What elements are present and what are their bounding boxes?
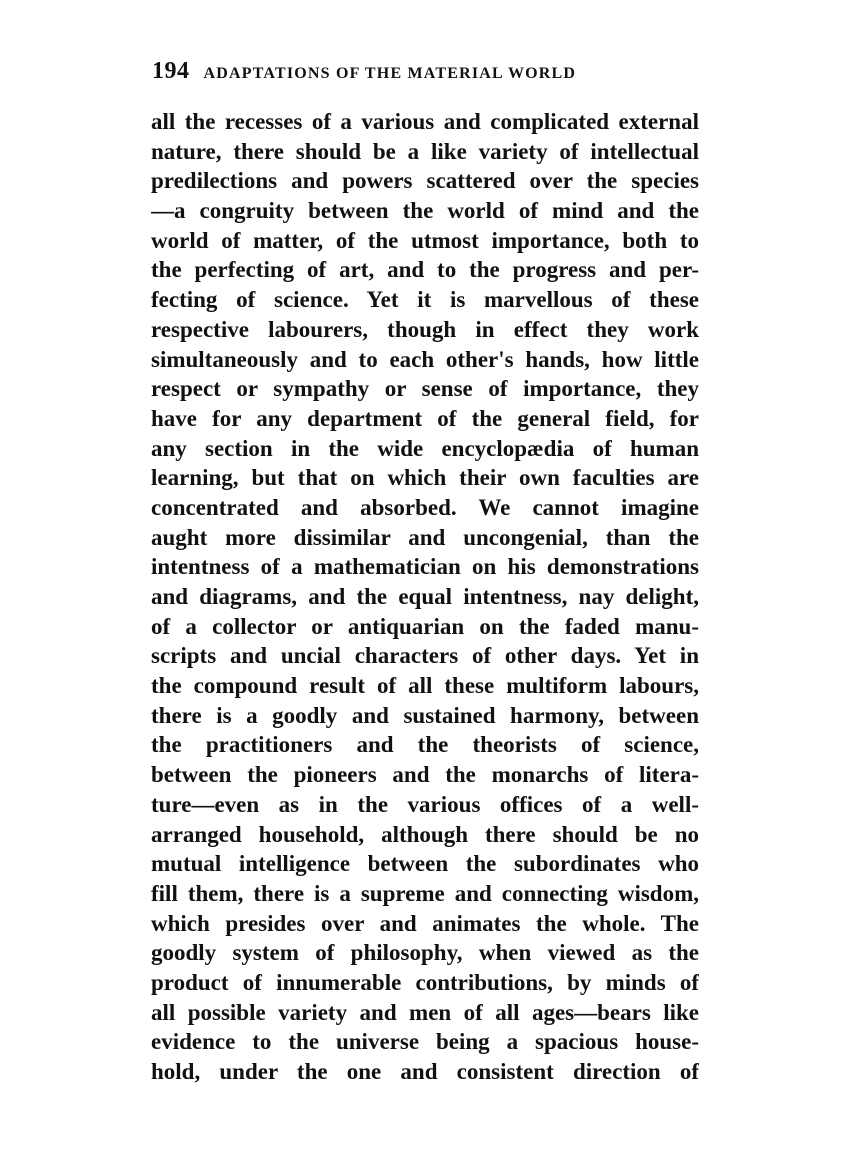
- text-line: ture—even as in the various offices of a well-: [151, 791, 699, 817]
- text-line: —a congruity between the world of mind and the: [151, 198, 699, 224]
- text-line: arranged household, although there should be no: [151, 821, 699, 847]
- text-line: of a collector or antiquarian on the faded manu-: [151, 613, 699, 639]
- text-line: concentrated and absorbed. We cannot imagine: [151, 494, 699, 520]
- text-line: the compound result of all these multiform labours,: [151, 673, 699, 699]
- text-line: world of matter, of the utmost importance, both to: [151, 227, 699, 253]
- text-line: the practitioners and the theorists of science,: [151, 732, 699, 758]
- text-line: scripts and uncial characters of other days. Yet in: [151, 643, 699, 669]
- text-line: have for any department of the general field, for: [151, 405, 699, 431]
- text-line: goodly system of philosophy, when viewed as the: [151, 940, 699, 966]
- running-header: [152, 58, 712, 90]
- text-line: all possible variety and men of all ages—bears like: [151, 999, 699, 1025]
- text-line: and diagrams, and the equal intentness, nay delight,: [151, 584, 699, 609]
- text-line: simultaneously and to each other's hands, how little: [151, 346, 699, 372]
- text-line: evidence to the universe being a spacious house-: [151, 1029, 699, 1055]
- text-line: there is a goodly and sustained harmony, between: [151, 702, 699, 728]
- text-line: nature, there should be a like variety of intellectual: [151, 138, 699, 164]
- text-line: learning, but that on which their own faculties are: [151, 465, 699, 491]
- text-line: respect or sympathy or sense of importance, they: [151, 376, 699, 402]
- text-line: product of innumerable contributions, by minds of: [151, 969, 699, 995]
- text-line: any section in the wide encyclopædia of human: [151, 435, 699, 461]
- text-line: the perfecting of art, and to the progress and per-: [151, 257, 699, 283]
- text-line: hold, under the one and consistent direction of: [151, 1059, 699, 1084]
- text-line: mutual intelligence between the subordinates who: [151, 851, 699, 877]
- text-line: all the recesses of a various and complicated external: [151, 109, 699, 134]
- text-line: between the pioneers and the monarchs of litera-: [151, 762, 699, 788]
- text-line: respective labourers, though in effect they work: [151, 316, 699, 342]
- text-line: which presides over and animates the whole. The: [151, 910, 699, 936]
- text-line: fecting of science. Yet it is marvellous of these: [151, 287, 699, 313]
- running-title: ADAPTATIONS OF THE MATERIAL WORLD: [203, 65, 577, 82]
- page-number: 194: [152, 58, 190, 84]
- text-line: intentness of a mathematician on his demonstrations: [151, 554, 699, 580]
- body-text: [151, 107, 699, 1087]
- text-line: aught more dissimilar and uncongenial, than the: [151, 524, 699, 550]
- text-line: fill them, there is a supreme and connecting wisdom,: [151, 880, 699, 906]
- text-line: predilections and powers scattered over the species: [151, 168, 699, 194]
